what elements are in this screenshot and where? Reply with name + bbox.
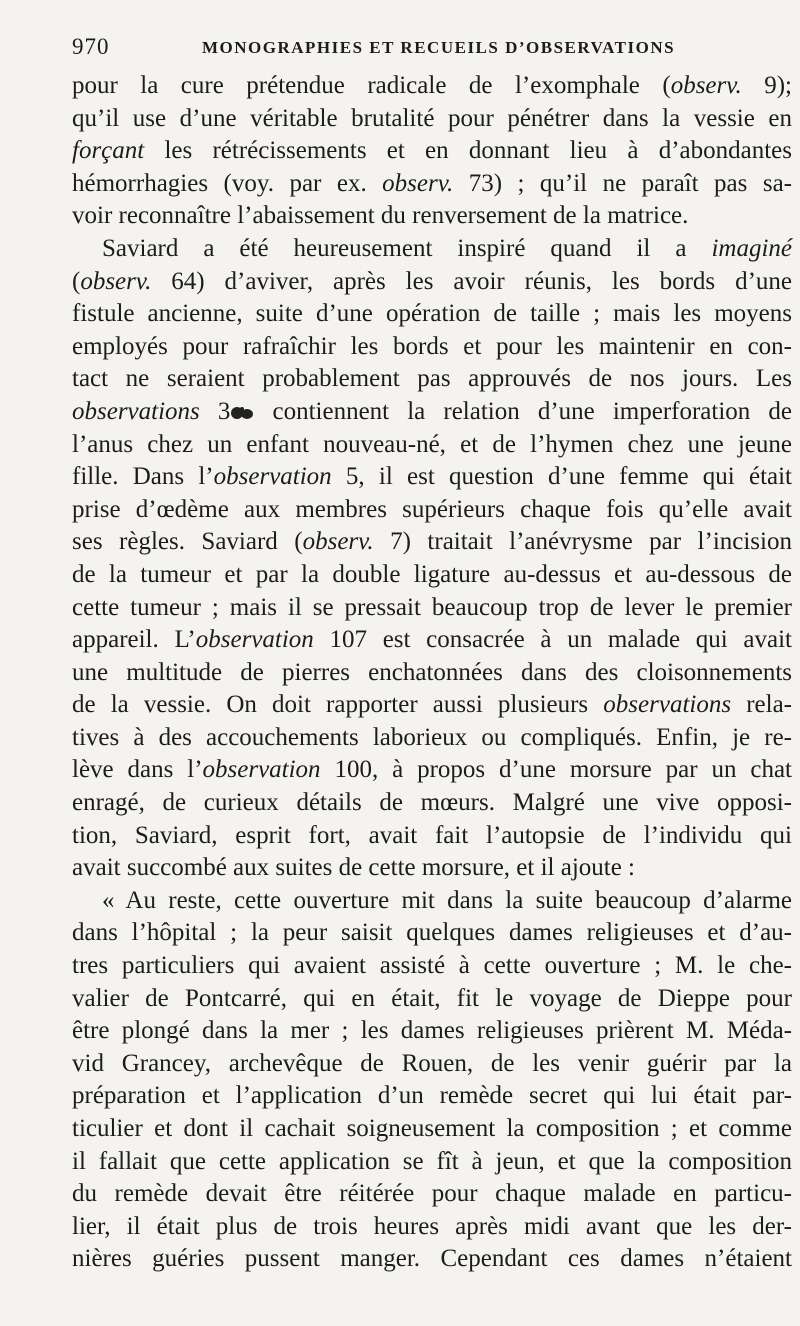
page-header xyxy=(72,34,712,64)
text-line: lier, il était plus de trois heures après midi avant que les der- xyxy=(72,1212,792,1240)
text-line: tact ne seraient probablement pas approuvés de nos jours. Les xyxy=(72,365,792,393)
text-line: nières guéries pussent manger. Cependant ces dames n’étaient xyxy=(72,1245,792,1273)
page-number: 970 xyxy=(72,34,110,59)
text-line: cette tumeur ; mais il se pressait beaucoup trop de lever le premier xyxy=(72,593,792,621)
text-line: ses règles. Saviard (observ. 7) traitait l’anévrysme par l’incision xyxy=(72,528,792,556)
text-line: lève dans l’observation 100, à propos d’une morsure par un chat xyxy=(72,756,792,784)
text-line: prise d’œdème aux membres supérieurs chaque fois qu’elle avait xyxy=(72,495,792,523)
text-line: de la vessie. On doit rapporter aussi plusieurs observations rela- xyxy=(72,691,792,719)
text-line: voir reconnaître l’abaissement du renversement de la matrice. xyxy=(72,202,689,230)
text-line: Saviard a été heureusement inspiré quand il a imaginé xyxy=(102,234,792,262)
text-line: observations 3 contiennent la relation d’une imperforation de xyxy=(72,397,792,425)
text-line: forçant les rétrécissements et en donnant lieu à d’abondantes xyxy=(72,137,792,165)
text-line: une multitude de pierres enchatonnées dans des cloisonnements xyxy=(72,658,792,686)
running-head: MONOGRAPHIES ET RECUEILS D’OBSERVATIONS xyxy=(202,38,676,57)
text-line: dans l’hôpital ; la peur saisit quelques dames religieuses et d’au- xyxy=(72,919,792,947)
text-line: valier de Pontcarré, qui en était, fit le voyage de Dieppe pour xyxy=(72,984,792,1012)
ink-blot-icon xyxy=(230,405,254,421)
text-line: tives à des accouchements laborieux ou compliqués. Enfin, je re- xyxy=(72,723,792,751)
text-line: employés pour rafraîchir les bords et pour les maintenir en con- xyxy=(72,332,792,360)
text-line: pour la cure prétendue radicale de l’exomphale (observ. 9); xyxy=(72,72,792,99)
text-line: vid Grancey, archevêque de Rouen, de les venir guérir par la xyxy=(72,1049,792,1077)
text-line: avait succombé aux suites de cette morsure, et il ajoute : xyxy=(72,854,636,882)
text-line: il fallait que cette application se fît à jeun, et que la composition xyxy=(72,1147,792,1175)
text-line: de la tumeur et par la double ligature au-dessus et au-dessous de xyxy=(72,560,792,588)
text-line: (observ. 64) d’aviver, après les avoir réunis, les bords d’une xyxy=(72,267,792,295)
body-text xyxy=(72,70,792,1276)
text-line: l’anus chez un enfant nouveau-né, et de l’hymen chez une jeune xyxy=(72,430,792,458)
text-line: hémorrhagies (voy. par ex. observ. 73) ; qu’il ne paraît pas sa- xyxy=(72,169,792,197)
text-line: fille. Dans l’observation 5, il est question d’une femme qui était xyxy=(72,463,792,491)
text-line: tion, Saviard, esprit fort, avait fait l’autopsie de l’individu qui xyxy=(72,821,792,849)
text-line: préparation et l’application d’un remède secret qui lui était par- xyxy=(72,1082,792,1110)
text-line: qu’il use d’une véritable brutalité pour pénétrer dans la vessie en xyxy=(72,104,792,132)
text-line: tres particuliers qui avaient assisté à cette ouverture ; M. le che- xyxy=(72,952,792,980)
text-line: fistule ancienne, suite d’une opération de taille ; mais les moyens xyxy=(72,300,792,328)
text-line: du remède devait être réitérée pour chaque malade en particu- xyxy=(72,1180,792,1208)
text-line: ticulier et dont il cachait soigneusement la composition ; et comme xyxy=(72,1115,792,1142)
text-line: enragé, de curieux détails de mœurs. Malgré une vive opposi- xyxy=(72,789,792,817)
text-line: être plongé dans la mer ; les dames religieuses prièrent M. Méda- xyxy=(72,1017,792,1045)
text-line: « Au reste, cette ouverture mit dans la suite beaucoup d’alarme xyxy=(102,886,792,914)
text-line: appareil. L’observation 107 est consacrée à un malade qui avait xyxy=(72,626,792,654)
